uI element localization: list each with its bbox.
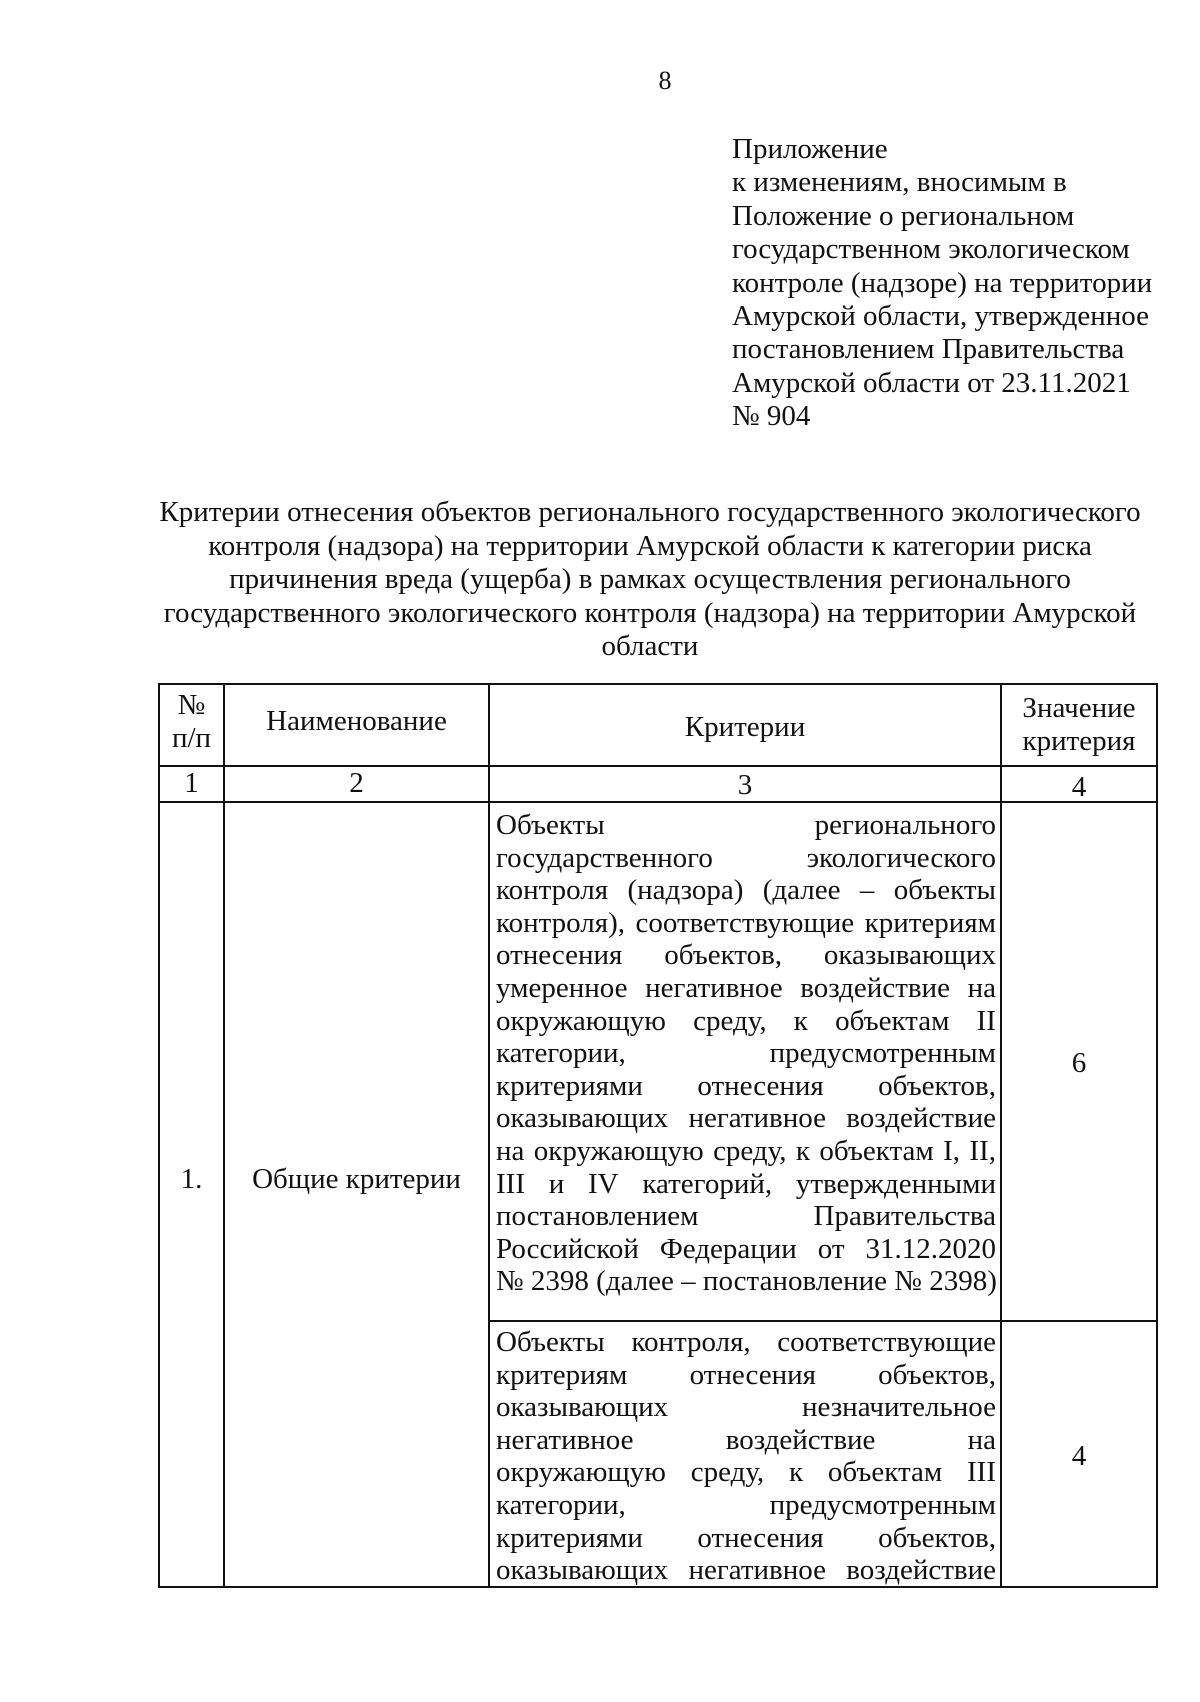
criteria-2-line-1 (496, 1326, 996, 1359)
criteria-1-line-6 (496, 972, 996, 1005)
criteria-1-word: утвержденными (795, 1167, 996, 1200)
criteria-1-line-9 (496, 1070, 996, 1103)
header-criteria: Критерии (684, 711, 806, 743)
criteria-2-word: отнесения (697, 1521, 824, 1554)
colnum-3: 3 (737, 769, 753, 801)
appendix-line-8: Амурской области от 23.11.2021 (732, 366, 1131, 399)
criteria-1-word: объектов, (878, 1069, 996, 1102)
criteria-1-line-15 (496, 1265, 996, 1298)
table-border-left (158, 683, 160, 1588)
colnum-4: 4 (1071, 771, 1087, 803)
table-border-right (1156, 683, 1158, 1588)
criteria-1-word: оказывающих (496, 1102, 669, 1135)
criteria-1-word: отнесения (697, 1069, 824, 1102)
title-line-4: государственного экологического контроля (надзора) на территории Амурской (163, 596, 1137, 629)
criteria-1-word: к (793, 1004, 808, 1037)
criteria-1-line-5 (496, 939, 996, 972)
criteria-2-line-6 (496, 1489, 996, 1522)
criteria-1-word: критериями (496, 1069, 643, 1102)
table-border-top (158, 683, 1158, 685)
document-title (150, 496, 1150, 664)
criteria-2-line-5 (496, 1456, 996, 1489)
criteria-2-word: среду, (690, 1456, 765, 1489)
criteria-1-word: оказывающих (823, 939, 996, 972)
criteria-1-word: среду, (713, 1134, 787, 1167)
row1-num: 1. (180, 1163, 203, 1195)
criteria-2-line-3 (496, 1391, 996, 1424)
criteria-1-word: категорий, (642, 1167, 773, 1200)
criteria-1-word: Правительства (813, 1200, 996, 1233)
criteria-1-word: Объекты (496, 809, 605, 841)
criteria-1-word: 31.12.2020 (865, 1232, 996, 1265)
criteria-1-line-7 (496, 1005, 996, 1038)
table-col-divider-2 (488, 683, 490, 1588)
criteria-1-word: воздействие (846, 1102, 996, 1135)
appendix-line-4: государственном экологическом (732, 233, 1130, 266)
criteria-2-word: негативное (688, 1554, 826, 1587)
title-line-5: области (601, 630, 699, 662)
criteria-1-word: Федерации (659, 1232, 797, 1265)
criteria-1-line-4 (496, 907, 996, 940)
criteria-1-word: к (795, 1134, 810, 1167)
header-num-line-1: № (177, 689, 206, 721)
criteria-1-word: I, (943, 1134, 961, 1167)
row1-value-2: 4 (1071, 1440, 1087, 1472)
criteria-1-line-8 (496, 1037, 996, 1070)
criteria-1-word: II (976, 1004, 996, 1037)
criteria-1-word: предусмотренным (769, 1037, 996, 1070)
criteria-1-line-10 (496, 1102, 996, 1135)
criteria-1-word: II, (969, 1134, 996, 1167)
criteria-2-word: на (967, 1423, 996, 1456)
criteria-1-word: регионального (814, 809, 996, 841)
criteria-1-line-2 (496, 842, 996, 875)
criteria-1-line-1 (496, 809, 996, 842)
criteria-1-line-14 (496, 1233, 996, 1266)
criteria-2-word: воздействие (725, 1423, 876, 1456)
criteria-1-word: IV (587, 1167, 619, 1200)
criteria-2-word: объектов, (878, 1358, 996, 1391)
criteria-table (158, 683, 1158, 1589)
header-value-line-1: Значение (1022, 692, 1136, 724)
criteria-1-word: объектов, (664, 939, 783, 972)
row1-name: Общие критерии (252, 1163, 461, 1195)
appendix-line-1: Приложение (732, 133, 888, 165)
criteria-2-word: предусмотренным (769, 1488, 996, 1521)
criteria-2-word: отнесения (689, 1358, 816, 1391)
criteria-2-word: объектам (827, 1456, 943, 1489)
header-num-line-2: п/п (171, 721, 212, 754)
criteria-2-word: объектов, (878, 1521, 996, 1554)
criteria-2-line-4 (496, 1424, 996, 1457)
criteria-2-word: воздействие (846, 1554, 996, 1587)
criteria-2-line-2 (496, 1359, 996, 1392)
criteria-1-word: негативное (645, 971, 783, 1004)
criteria-1-word: объекты (893, 874, 996, 907)
colnum-2: 2 (349, 767, 364, 799)
criteria-1-word: постановлением (496, 1200, 699, 1233)
criteria-1-word: контроля (496, 874, 609, 907)
appendix-line-2: к изменениям, вносимым в (732, 166, 1067, 199)
criteria-1-word: III (496, 1167, 525, 1200)
criteria-1-word: (далее (762, 874, 841, 907)
criteria-1-word: воздействие (800, 971, 950, 1004)
criteria-2-word: соответствующие (777, 1326, 996, 1358)
criteria-1-word: отнесения (496, 939, 623, 972)
criteria-1-word: объектам (835, 1004, 950, 1037)
colnum-1: 1 (184, 767, 199, 799)
criteria-1-word: государственного (496, 841, 713, 874)
criteria-1-word: окружающую (496, 1004, 666, 1037)
criteria-2-word: критериям (496, 1358, 628, 1391)
criteria-2-word: оказывающих (496, 1391, 669, 1424)
row1-criteria-1 (496, 809, 996, 1298)
appendix-line-3: Положение о региональном (732, 199, 1075, 232)
criteria-1-word: критериям (864, 906, 996, 939)
criteria-2-word: незначительное (801, 1391, 996, 1424)
criteria-1-word: № 2398 (далее – постановление № 2398) (496, 1265, 997, 1298)
criteria-2-word: категории, (496, 1488, 626, 1521)
header-num (160, 689, 223, 754)
row1-criteria-2 (496, 1326, 996, 1587)
appendix-line-9: № 904 (732, 400, 811, 433)
appendix-block (732, 133, 1172, 434)
criteria-1-line-13 (496, 1200, 996, 1233)
criteria-1-word: и (548, 1167, 565, 1200)
criteria-1-word: негативное (688, 1102, 826, 1135)
criteria-2-word: III (967, 1456, 996, 1489)
criteria-1-word: экологического (806, 841, 996, 874)
criteria-1-word: среду, (693, 1004, 767, 1037)
criteria-2-line-8 (496, 1554, 996, 1587)
criteria-2-word: негативное (496, 1423, 634, 1456)
title-line-2: контроля (надзора) на территории Амурской области к категории риска (208, 529, 1092, 562)
criteria-1-word: соответствующие (635, 906, 855, 939)
criteria-1-word: (надзора) (627, 874, 744, 907)
page-number: 8 (658, 66, 672, 95)
criteria-1-word: категории, (496, 1037, 626, 1070)
criteria-1-word: окружающую (533, 1134, 704, 1167)
criteria-2-word: оказывающих (496, 1554, 669, 1587)
header-value-line-2: критерия (1022, 724, 1136, 757)
criteria-1-line-12 (496, 1168, 996, 1201)
criteria-1-word: Российской (496, 1232, 639, 1265)
criteria-1-word: объектам (819, 1134, 934, 1167)
header-name: Наименование (266, 705, 447, 737)
criteria-2-word: критериями (496, 1521, 643, 1554)
appendix-line-5: контроле (надзоре) на территории (732, 266, 1153, 299)
criteria-1-word: – (859, 874, 875, 907)
criteria-2-word: контроля, (631, 1326, 751, 1358)
criteria-1-word: от (817, 1232, 845, 1265)
title-line-3: причинения вреда (ущерба) в рамках осуществления регионального (229, 563, 1071, 595)
row1-value-1: 6 (1071, 1047, 1087, 1079)
appendix-line-7: постановлением Правительства (732, 333, 1125, 366)
title-line-1: Критерии отнесения объектов регионального государственного экологического (159, 496, 1141, 528)
criteria-2-line-7 (496, 1522, 996, 1555)
criteria-1-line-11 (496, 1135, 996, 1168)
criteria-1-line-3 (496, 874, 996, 907)
table-col-divider-1 (223, 683, 225, 1588)
criteria-2-word: к (788, 1456, 804, 1489)
criteria-2-word: окружающую (496, 1456, 666, 1489)
header-value (1002, 692, 1156, 757)
criteria-1-word: контроля), (496, 906, 625, 939)
criteria-1-word: на (496, 1134, 525, 1167)
criteria-1-word: умеренное (496, 971, 628, 1004)
table-subrow-divider (488, 1320, 1158, 1322)
appendix-line-6: Амурской области, утвержденное (732, 300, 1149, 333)
criteria-2-word: Объекты (496, 1326, 605, 1358)
criteria-1-word: на (967, 971, 996, 1004)
